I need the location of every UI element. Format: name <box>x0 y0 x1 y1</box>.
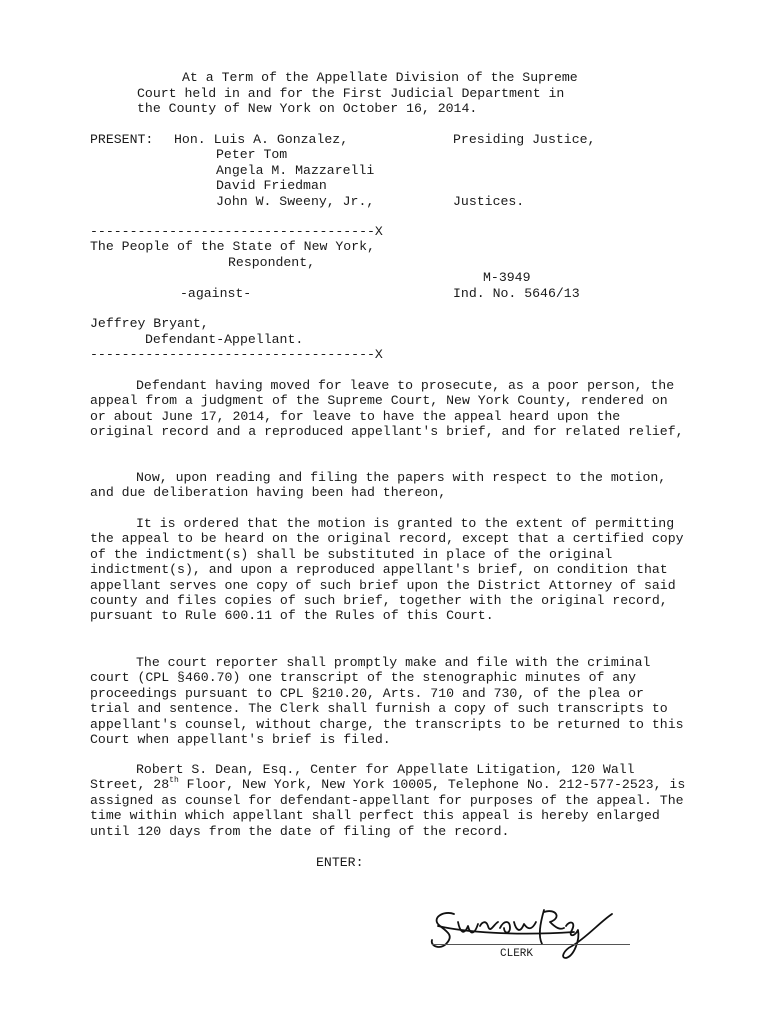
caption-party-defendant: Jeffrey Bryant, <box>90 316 209 331</box>
caption-divider-top: ------------------------------------X <box>90 224 383 239</box>
header-line-2: Court held in and for the First Judicial Department in <box>137 86 565 101</box>
justice-mazzarelli: Angela M. Mazzarelli <box>216 163 375 178</box>
caption-against: -against- <box>180 286 252 301</box>
caption-party-people: The People of the State of New York, <box>90 239 375 254</box>
paragraph-motion <box>90 378 690 440</box>
paragraph-text: Defendant having moved for leave to prosecute, as a poor person, the appeal from a judgment of the Supreme Court, New York County, rendered on or about June 17, 2014, for leave to have the appeal heard upon the original record and a reproduced appellant's brief, and for related relief, <box>90 378 684 440</box>
clerk-label: CLERK <box>500 948 534 960</box>
enter-label: ENTER: <box>316 855 364 870</box>
floor-ordinal-suffix: th <box>169 776 179 786</box>
indictment-number: Ind. No. 5646/13 <box>453 286 580 301</box>
paragraph-text: It is ordered that the motion is granted to the extent of permitting the appeal to be heard on the original record, except that a certified copy of the indictment(s) shall be substituted in place of the original indictment(s), and upon a reproduced appellant's brief, on condition that appellant serves one copy of such brief upon the District Attorney of said county and files copies of such brief, together with the original record, pursuant to Rule 600.11 of the Rules of this Court. <box>90 516 684 624</box>
paragraph-text: The court reporter shall promptly make and file with the criminal court (CPL §460.70) one transcript of the stenographic minutes of any proceedings pursuant to CPL §210.20, Arts. 710 and 730, of the plea or trial and sentence. The Clerk shall furnish a copy of such transcripts to appellant's counsel, without charge, the transcripts to be returned to this Court when appellant's brief is filed. <box>90 655 684 748</box>
paragraph-counsel <box>90 762 690 839</box>
caption-respondent-role: Respondent, <box>228 255 316 270</box>
justice-sweeny: John W. Sweeny, Jr., <box>216 194 375 209</box>
paragraph-text: Now, upon reading and filing the papers with respect to the motion, and due deliberation having been had thereon, <box>90 470 667 501</box>
counsel-text-b: Floor, New York, New York 10005, Telephone No. 212-577-2523, is assigned as counsel for defendant-appellant for purposes of the appeal. The time within which appellant shall perfect this appeal is hereby enlarged until 120 days from the date of filing of the record. <box>90 777 686 839</box>
paragraph-text <box>90 762 690 839</box>
present-label: PRESENT: <box>90 132 154 147</box>
signature-line <box>432 944 630 945</box>
presiding-justice-title: Presiding Justice, <box>453 132 596 147</box>
paragraph-order <box>90 516 690 624</box>
justice-friedman: David Friedman <box>216 178 327 193</box>
justices-title: Justices. <box>453 194 525 209</box>
caption-divider-bottom: ------------------------------------X <box>90 347 383 362</box>
paragraph-court-reporter <box>90 655 690 747</box>
header-line-3: the County of New York on October 16, 2014. <box>137 101 478 116</box>
motion-number: M-3949 <box>483 270 531 285</box>
justice-gonzalez: Hon. Luis A. Gonzalez, <box>174 132 349 147</box>
paragraph-reading <box>90 470 690 501</box>
justice-tom: Peter Tom <box>216 147 288 162</box>
caption-defendant-role: Defendant-Appellant. <box>145 332 304 347</box>
header-line-1: At a Term of the Appellate Division of the Supreme <box>182 70 578 85</box>
counsel-text-a: Robert S. Dean, Esq., Center for Appellate Litigation, 120 Wall Street, 28 <box>90 762 635 793</box>
